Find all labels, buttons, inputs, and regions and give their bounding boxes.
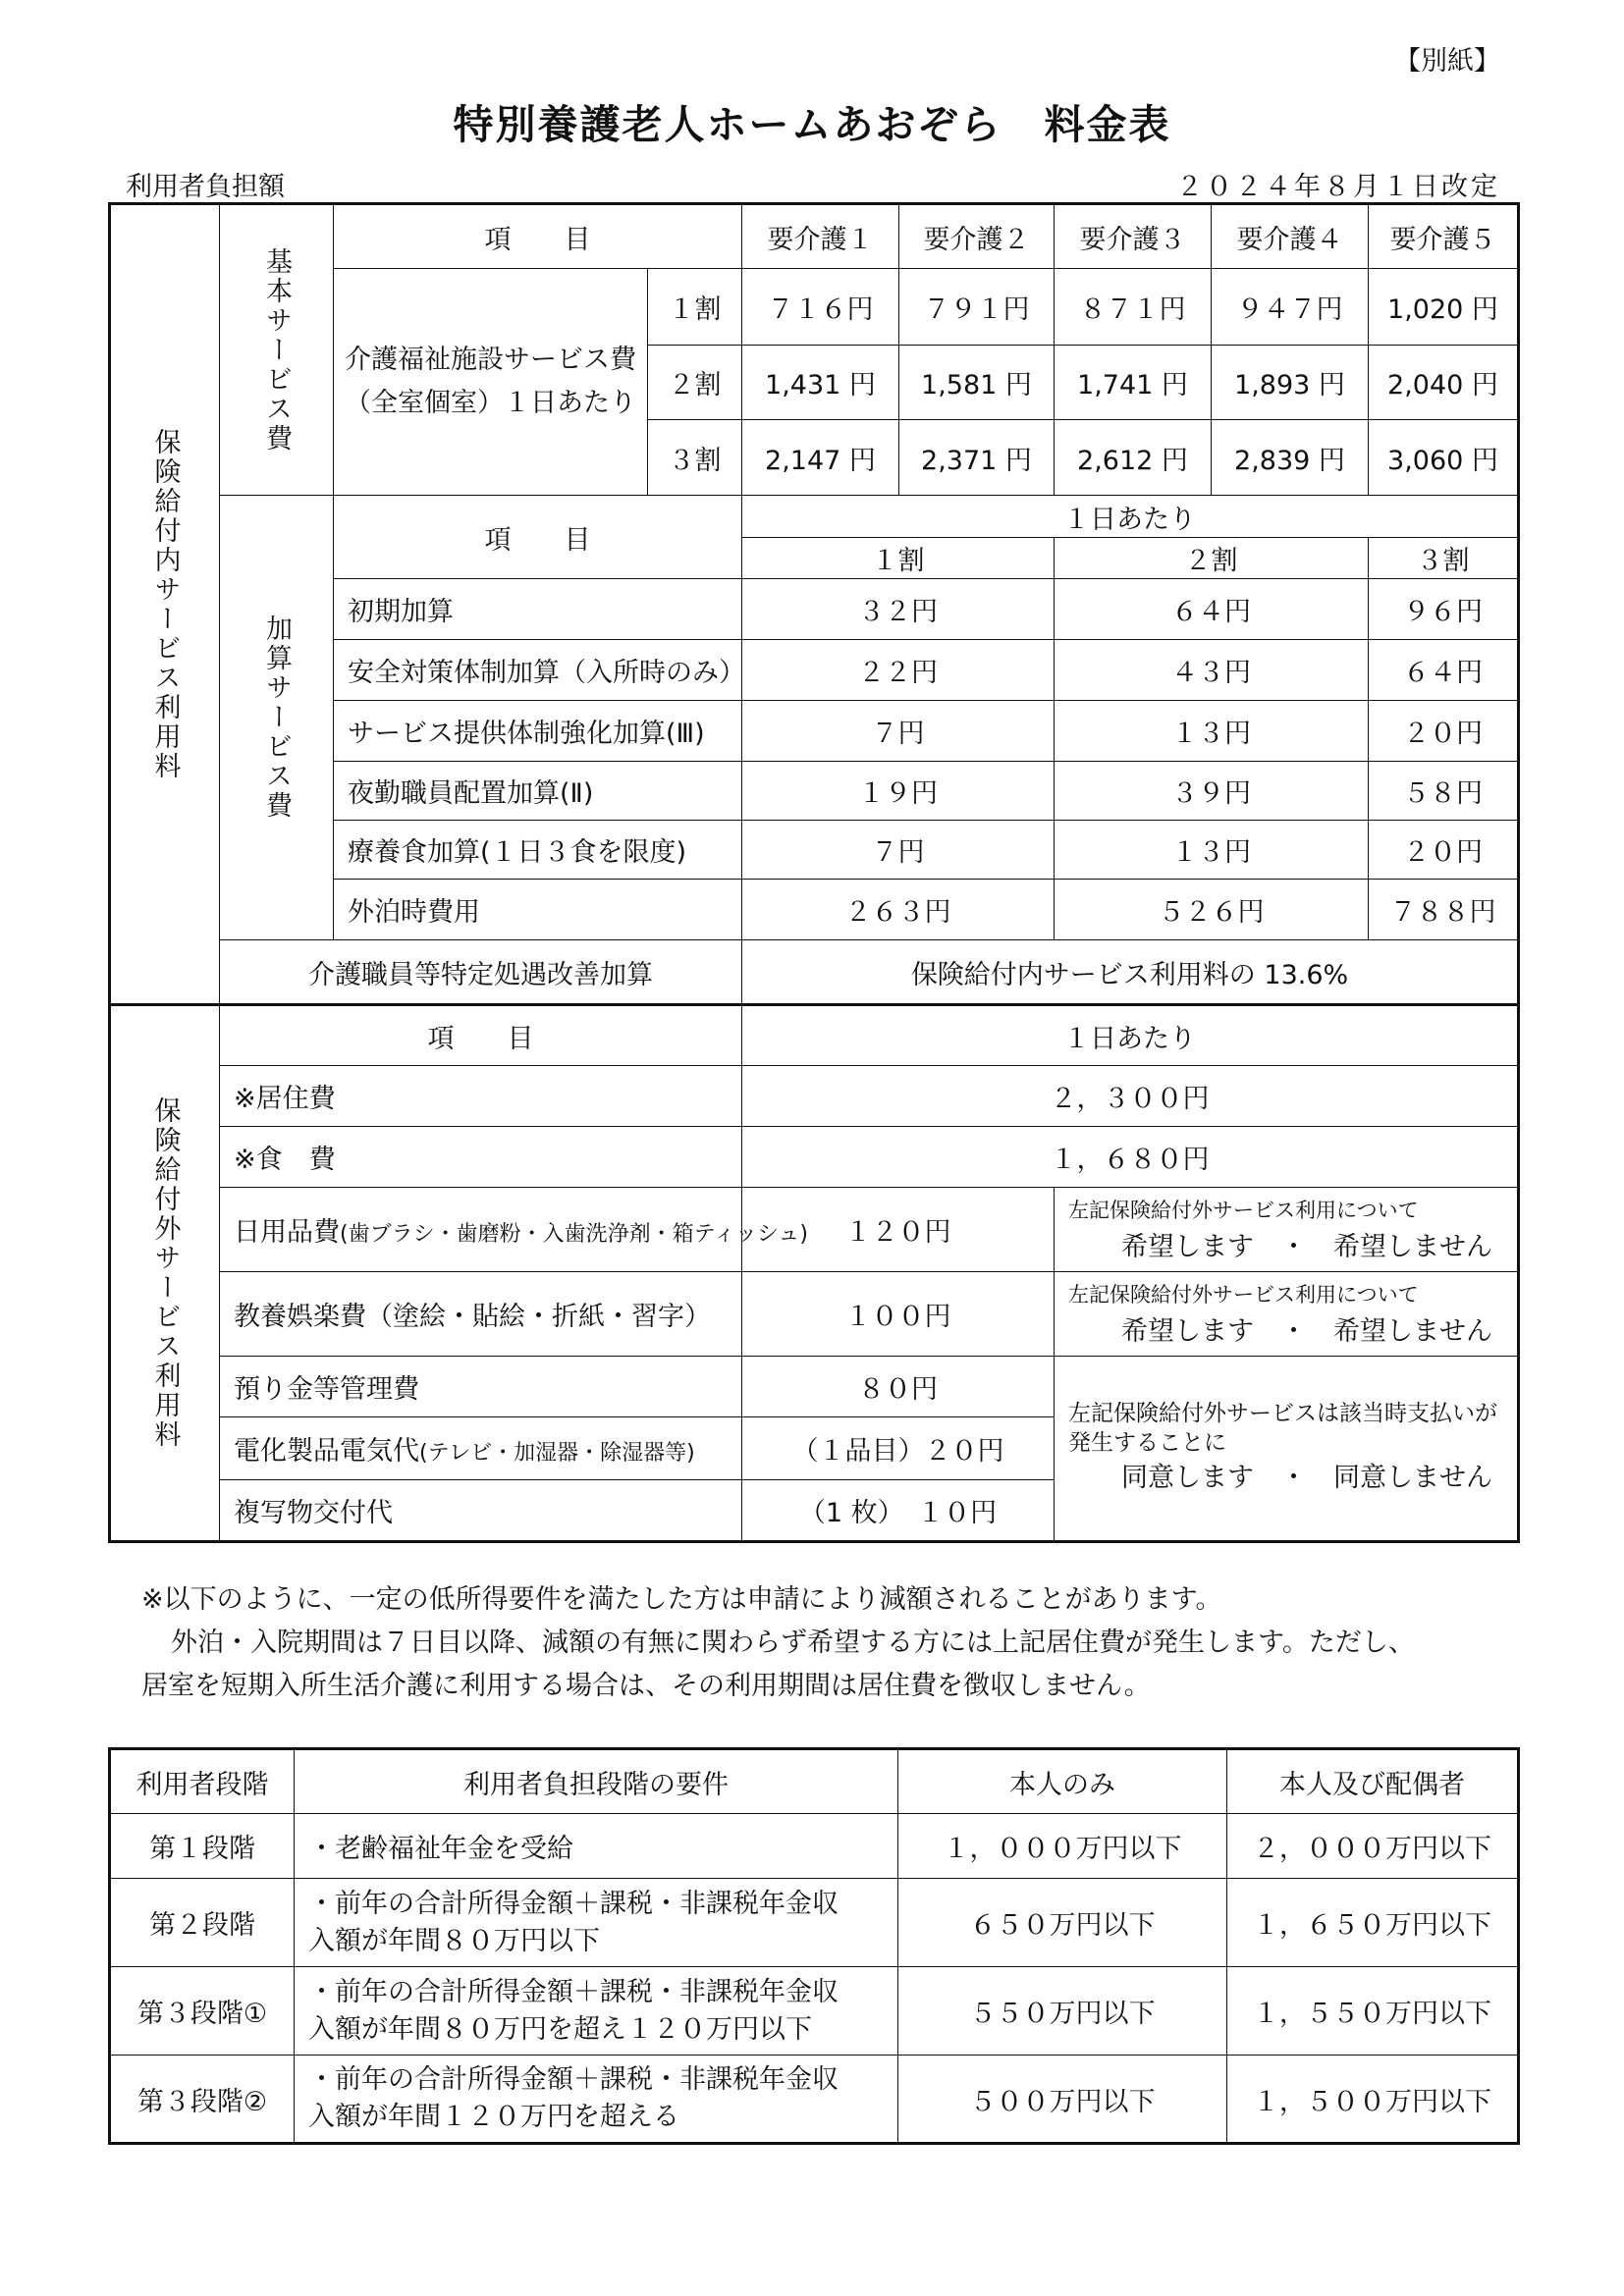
fee-cell: 2,147 円 xyxy=(742,420,899,496)
improvement-value: 保険給付内サービス利用料の 13.6% xyxy=(742,940,1519,1005)
reduction-header: 本人のみ xyxy=(898,1749,1227,1814)
stage-spouse-limit: １，６５０万円以下 xyxy=(1227,1879,1519,1967)
fee-cell: ７９１円 xyxy=(899,269,1055,346)
recreation-option-note: 左記保険給付外サービス利用について xyxy=(1068,1283,1419,1307)
copy-name: 複写物交付代 xyxy=(220,1480,742,1542)
stage-requirement xyxy=(295,1967,898,2056)
fee-cell: 1,020 円 xyxy=(1369,269,1519,346)
addition-fee-cell: ３２円 xyxy=(742,579,1055,640)
addition-fee-cell: ６４円 xyxy=(1055,579,1369,640)
requirement-line1: ・老齢福祉年金を受給 xyxy=(308,1834,573,1864)
copy-value: （1 枚） １０円 xyxy=(742,1480,1055,1542)
addition-fee-cell: ５８円 xyxy=(1369,762,1519,821)
fee-cell: ７１６円 xyxy=(742,269,899,346)
addition-fee-cell: ３９円 xyxy=(1055,762,1369,821)
requirement-line2: 入額が年間８０万円以下 xyxy=(308,1925,600,1956)
daily-goods-name: 日用品費 xyxy=(234,1217,340,1248)
requirement-line2: 入額が年間１２０万円を超える xyxy=(308,2102,679,2132)
stage-spouse-limit: １，５５０万円以下 xyxy=(1227,1967,1519,2056)
basic-item-name-line1: 介護福祉施設サービス費 xyxy=(345,345,636,375)
requirement-line1: ・前年の合計所得金額＋課税・非課税年金収 xyxy=(308,1976,839,2007)
fee-cell: 2,612 円 xyxy=(1055,420,1212,496)
consent-note-line2: 発生することに xyxy=(1068,1429,1226,1456)
recreation-option xyxy=(1055,1272,1519,1357)
stage-self-limit: １，０００万円以下 xyxy=(898,1814,1227,1879)
fee-cell: 2,371 円 xyxy=(899,420,1055,496)
basic-item-name xyxy=(334,269,648,496)
addition-fee-cell: ６４円 xyxy=(1369,640,1519,701)
fee-cell: ９４７円 xyxy=(1212,269,1369,346)
improvement-name: 介護職員等特定処遇改善加算 xyxy=(220,940,742,1005)
stage-self-limit: ５５０万円以下 xyxy=(898,1967,1227,2056)
basic-group-label: 基本サービス費 xyxy=(220,204,334,496)
subtitle: 利用者負担額 xyxy=(126,172,285,202)
consent-choice[interactable]: 同意します ・ 同意しません xyxy=(1121,1462,1492,1493)
addition-item-name: 安全対策体制加算（入所時のみ） xyxy=(334,640,742,701)
addition-fee-cell: ９６円 xyxy=(1369,579,1519,640)
daily-goods-item xyxy=(220,1188,808,1272)
addition-fee-cell: １３円 xyxy=(1055,821,1369,880)
stage-label: 第３段階② xyxy=(110,2056,295,2144)
note-line-1: ※以下のように、一定の低所得要件を満たした方は申請により減額されることがあります。 xyxy=(141,1584,1222,1615)
stage-requirement xyxy=(295,1879,898,1967)
addition-fee-cell: ５２６円 xyxy=(1055,880,1369,940)
basic-item-name-line2: （全室個室）１日あたり xyxy=(345,388,636,418)
addition-fee-cell: ７８８円 xyxy=(1369,880,1519,940)
addition-fee-cell: ２２円 xyxy=(742,640,1055,701)
addition-fee-cell: ２０円 xyxy=(1369,821,1519,880)
uninsured-per-day: １日あたり xyxy=(742,1005,1519,1066)
revision-date: ２０２４年８月１日改定 xyxy=(1176,172,1500,202)
addition-per-day: １日あたり xyxy=(742,496,1519,538)
stage-label: 第３段階① xyxy=(110,1967,295,2056)
residence-value: ２，３００円 xyxy=(742,1066,1519,1127)
food-name: ※食 費 xyxy=(220,1127,742,1188)
recreation-value: １００円 xyxy=(742,1272,1055,1357)
electric-value: （１品目）２０円 xyxy=(742,1417,1055,1480)
residence-name: ※居住費 xyxy=(220,1066,742,1127)
attachment-label: 【別紙】 xyxy=(1394,46,1500,77)
electric-name: 電化製品電気代 xyxy=(234,1436,419,1467)
stage-self-limit: ５００万円以下 xyxy=(898,2056,1227,2144)
uninsured-item-header: 項 目 xyxy=(220,1005,742,1066)
addition-fee-cell: ２６３円 xyxy=(742,880,1055,940)
stage-requirement xyxy=(295,2056,898,2144)
addition-group-label: 加算サービス費 xyxy=(220,496,334,940)
care-level-5: 要介護５ xyxy=(1369,204,1519,269)
addition-fee-cell: ７円 xyxy=(742,701,1055,762)
fee-cell: 1,431 円 xyxy=(742,346,899,420)
care-level-2: 要介護２ xyxy=(899,204,1055,269)
stage-label: 第１段階 xyxy=(110,1814,295,1879)
addition-ratio-3: ３割 xyxy=(1369,538,1519,579)
fee-cell: 1,581 円 xyxy=(899,346,1055,420)
ratio-label: １割 xyxy=(648,269,742,346)
stage-requirement xyxy=(295,1814,898,1879)
requirement-line2: 入額が年間８０万円を超え１２０万円以下 xyxy=(308,2013,812,2045)
note-line-2: 外泊・入院期間は７日目以降、減額の有無に関わらず希望する方には上記居住費が発生します。ただし、 xyxy=(171,1628,1415,1658)
addition-fee-cell: ７円 xyxy=(742,821,1055,880)
daily-goods-value: １２０円 xyxy=(742,1188,1055,1272)
deposit-value: ８０円 xyxy=(742,1357,1055,1417)
care-level-1: 要介護１ xyxy=(742,204,899,269)
ratio-label: ２割 xyxy=(648,346,742,420)
addition-ratio-2: ２割 xyxy=(1055,538,1369,579)
addition-item-header: 項 目 xyxy=(334,496,742,579)
addition-item-name: サービス提供体制強化加算(Ⅲ) xyxy=(334,701,742,762)
addition-item-name: 夜勤職員配置加算(Ⅱ) xyxy=(334,762,742,821)
insured-group-label: 保険給付内サービス利用料 xyxy=(110,204,220,1005)
ratio-label: ３割 xyxy=(648,420,742,496)
addition-ratio-1: １割 xyxy=(742,538,1055,579)
daily-goods-option-note: 左記保険給付外サービス利用について xyxy=(1068,1199,1419,1222)
addition-item-name: 初期加算 xyxy=(334,579,742,640)
addition-fee-cell: １３円 xyxy=(1055,701,1369,762)
consent-option xyxy=(1055,1357,1519,1542)
electric-item xyxy=(220,1417,742,1480)
care-level-3: 要介護３ xyxy=(1055,204,1212,269)
stage-self-limit: ６５０万円以下 xyxy=(898,1879,1227,1967)
stage-spouse-limit: １，５００万円以下 xyxy=(1227,2056,1519,2144)
requirement-line1: ・前年の合計所得金額＋課税・非課税年金収 xyxy=(308,2064,839,2095)
page-title: 特別養護老人ホームあおぞら 料金表 xyxy=(453,101,1171,148)
fee-table xyxy=(108,202,1520,1543)
fee-cell: 3,060 円 xyxy=(1369,420,1519,496)
electric-note: (テレビ・加湿器・除湿器等) xyxy=(419,1441,695,1466)
care-level-4: 要介護４ xyxy=(1212,204,1369,269)
food-value: １，６８０円 xyxy=(742,1127,1519,1188)
reduction-header: 利用者段階 xyxy=(110,1749,295,1814)
consent-note-line1: 左記保険給付外サービスは該当時支払いが xyxy=(1068,1400,1497,1426)
fee-cell: 1,893 円 xyxy=(1212,346,1369,420)
reduction-header: 利用者負担段階の要件 xyxy=(295,1749,898,1814)
daily-goods-choice[interactable]: 希望します ・ 希望しません xyxy=(1121,1232,1492,1262)
addition-fee-cell: １９円 xyxy=(742,762,1055,821)
recreation-choice[interactable]: 希望します ・ 希望しません xyxy=(1121,1316,1492,1347)
requirement-line1: ・前年の合計所得金額＋課税・非課税年金収 xyxy=(308,1888,839,1919)
addition-fee-cell: ４３円 xyxy=(1055,640,1369,701)
reduction-table xyxy=(108,1747,1520,2145)
daily-goods-note: (歯ブラシ・歯磨粉・入歯洗浄剤・箱ティッシュ) xyxy=(340,1222,808,1247)
fee-cell: 2,040 円 xyxy=(1369,346,1519,420)
uninsured-group-label: 保険給付外サービス利用料 xyxy=(110,1005,220,1542)
addition-item-name: 療養食加算(１日３食を限度) xyxy=(334,821,742,880)
daily-goods-option xyxy=(1055,1188,1519,1272)
fee-cell: 2,839 円 xyxy=(1212,420,1369,496)
stage-spouse-limit: ２，０００万円以下 xyxy=(1227,1814,1519,1879)
note-line-3: 居室を短期入所生活介護に利用する場合は、その利用期間は居住費を徴収しません。 xyxy=(141,1671,1151,1701)
notes xyxy=(141,1578,1536,1708)
basic-item-header: 項 目 xyxy=(334,204,742,269)
addition-item-name: 外泊時費用 xyxy=(334,880,742,940)
reduction-header: 本人及び配偶者 xyxy=(1227,1749,1519,1814)
addition-fee-cell: ２０円 xyxy=(1369,701,1519,762)
fee-cell: ８７１円 xyxy=(1055,269,1212,346)
fee-cell: 1,741 円 xyxy=(1055,346,1212,420)
recreation-name: 教養娯楽費（塗絵・貼絵・折紙・習字） xyxy=(220,1272,742,1357)
deposit-name: 預り金等管理費 xyxy=(220,1357,742,1417)
stage-label: 第２段階 xyxy=(110,1879,295,1967)
